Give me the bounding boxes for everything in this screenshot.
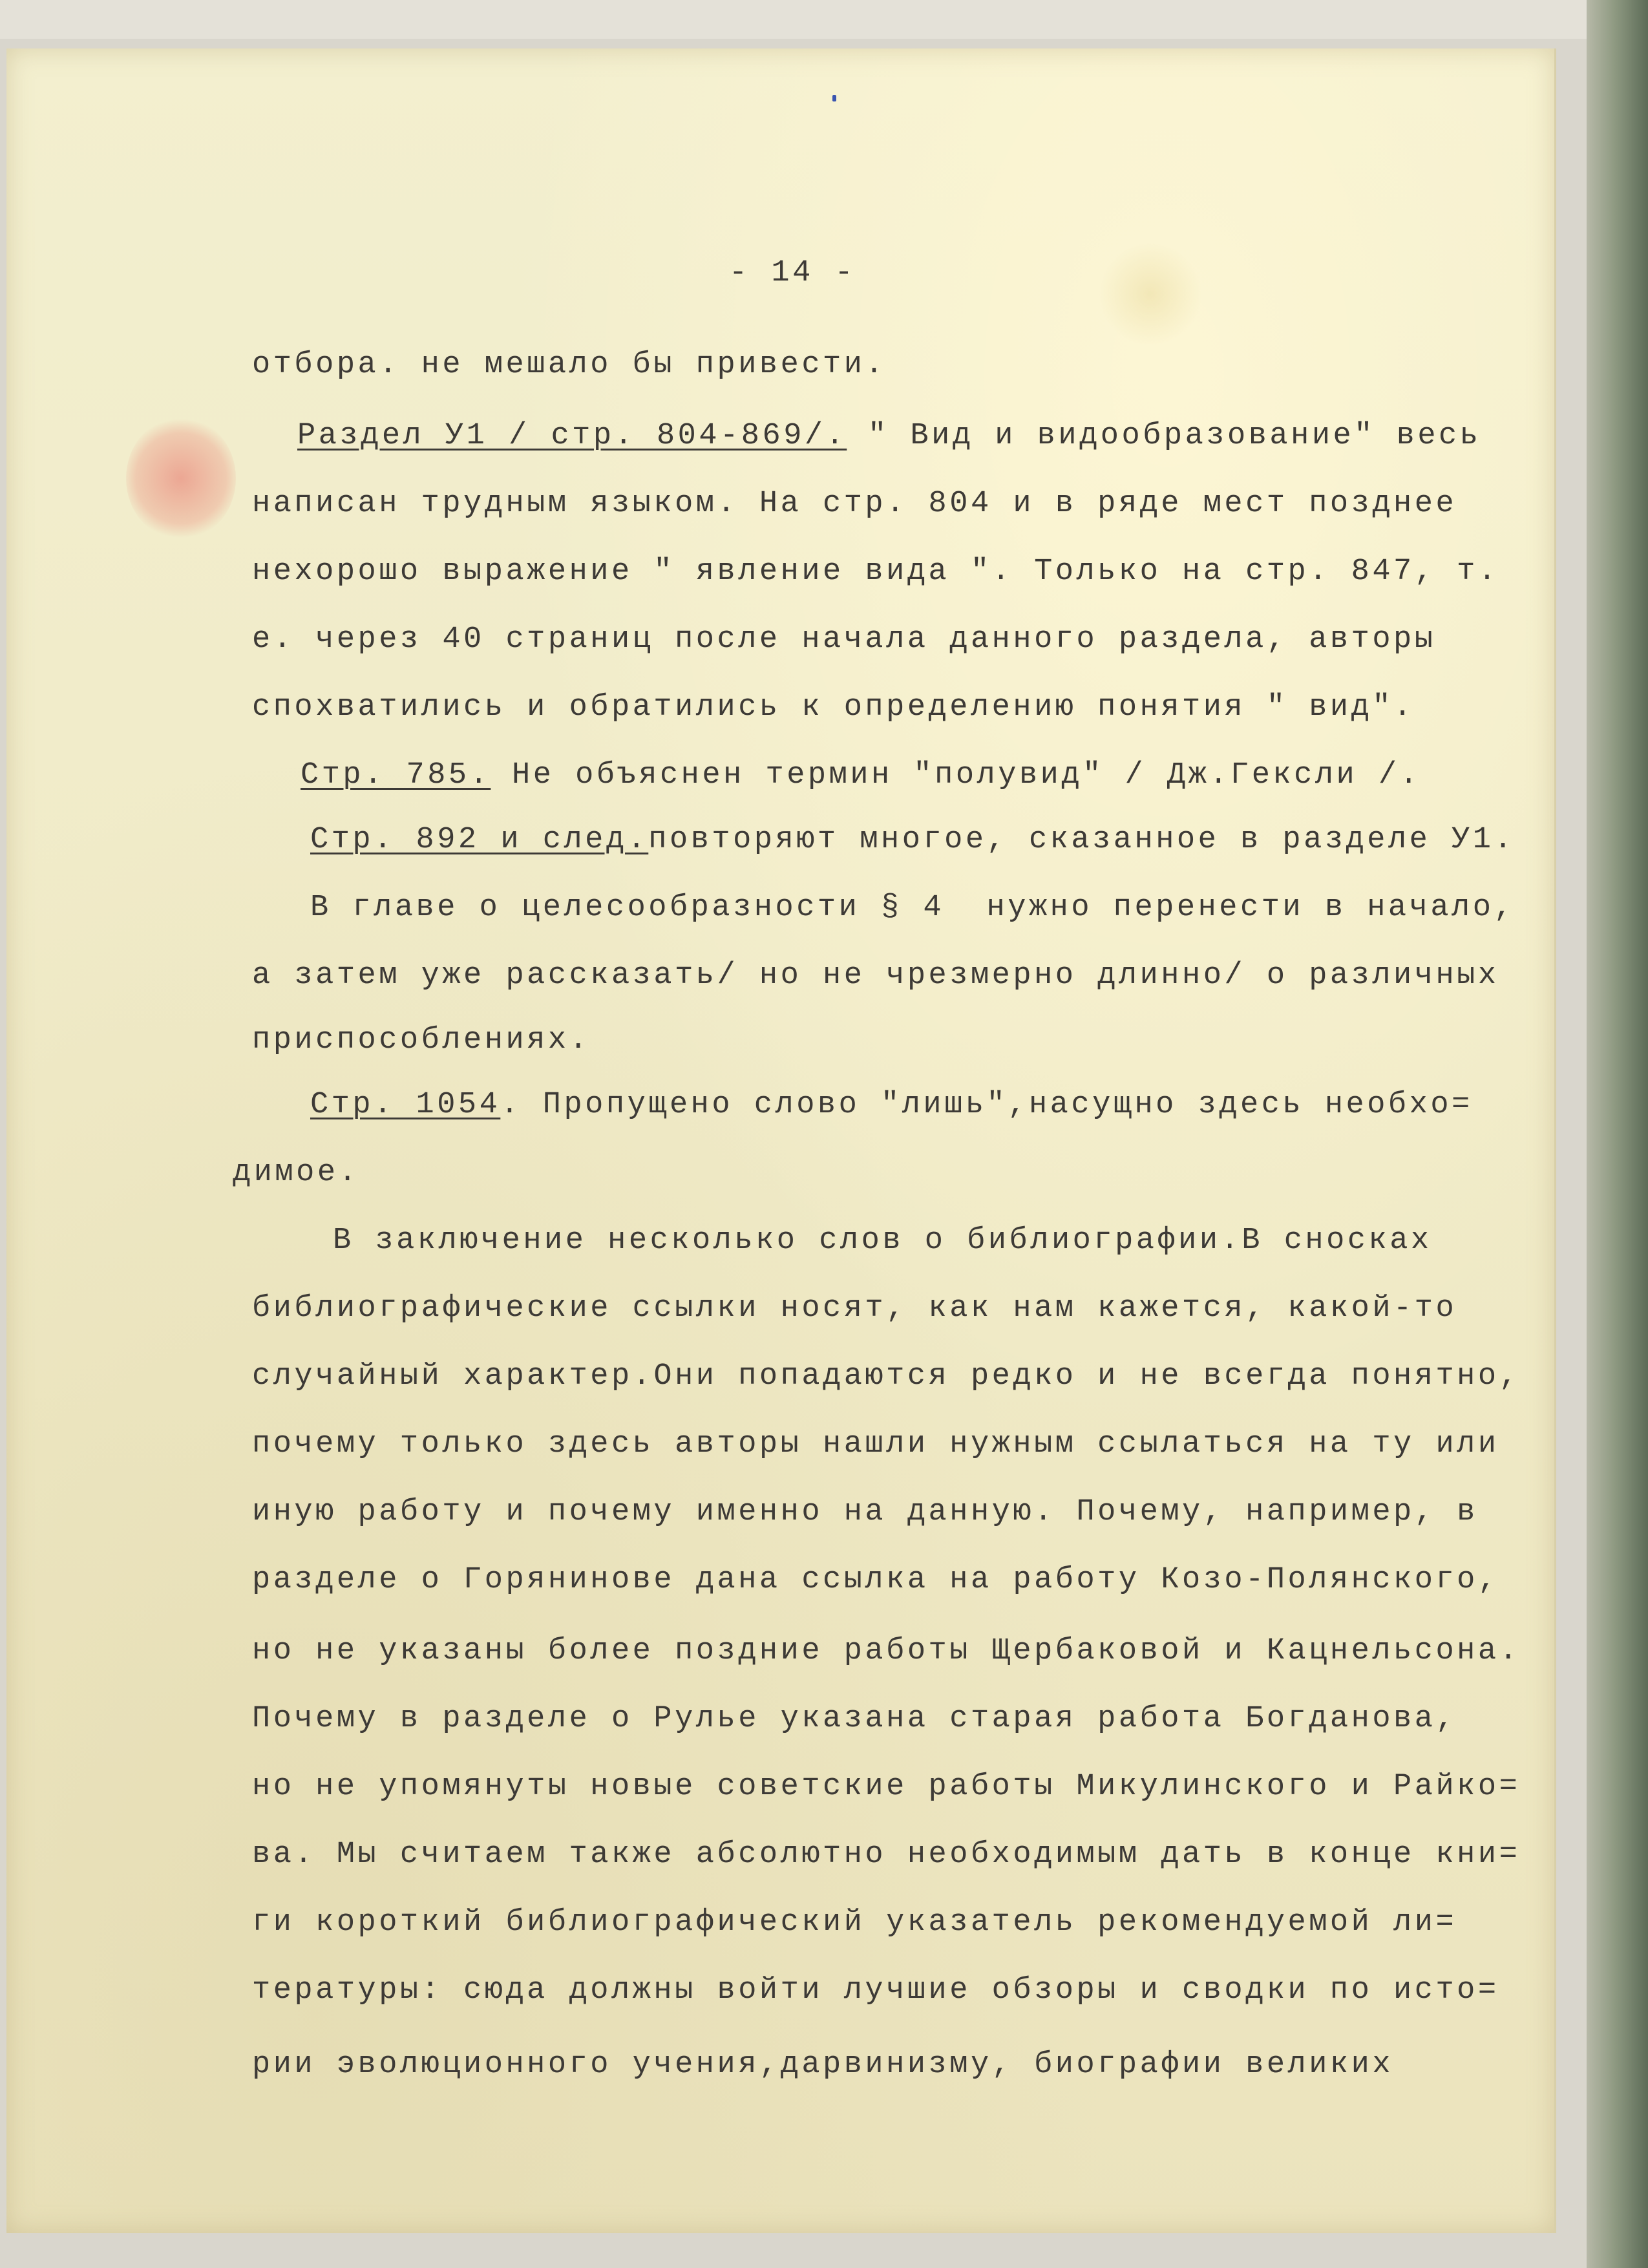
- text-line: иную работу и почему именно на данную. Почему, например, в: [252, 1495, 1478, 1529]
- text-line: В заключение несколько слов о библиографии.В сносках: [333, 1224, 1432, 1258]
- text-line: нехорошо выражение " явление вида ". Только на стр. 847, т.: [252, 555, 1499, 589]
- text-line: ги короткий библиографический указатель рекомендуемой ли=: [252, 1905, 1457, 1940]
- text-line: Раздел У1 / стр. 804-869/. " Вид и видообразование" весь: [297, 419, 1481, 453]
- scan-background-edge: [1587, 0, 1648, 2268]
- text-line: Стр. 785. Не объяснен термин "полувид" / Дж.Гексли /.: [301, 758, 1421, 792]
- text-line: почему только здесь авторы нашли нужным ссылаться на ту или: [252, 1427, 1499, 1461]
- red-stain: [126, 417, 236, 540]
- text-line: ва. Мы считаем также абсолютно необходимым дать в конце кни=: [252, 1838, 1521, 1872]
- text-line: разделе о Горянинове дана ссылка на работу Козо-Полянского,: [252, 1563, 1499, 1597]
- text-line: но не упомянуты новые советские работы Микулинского и Райко=: [252, 1770, 1521, 1804]
- text-line: спохватились и обратились к определению понятия " вид".: [252, 690, 1415, 725]
- text-line: библиографические ссылки носят, как нам кажется, какой-то: [252, 1291, 1457, 1326]
- scan-background-top: [0, 0, 1648, 39]
- paper-stain: [1099, 242, 1202, 346]
- text-line: Стр. 1054. Пропущено слово "лишь",насущно здесь необхо=: [310, 1088, 1473, 1122]
- underlined-reference: Стр. 892 и след.: [310, 823, 649, 857]
- underlined-reference: Стр. 1054: [310, 1088, 501, 1122]
- text-line: димое.: [233, 1156, 360, 1190]
- text-line: но не указаны более поздние работы Щербаковой и Кацнельсона.: [252, 1634, 1521, 1668]
- text-line: а затем уже рассказать/ но не чрезмерно длинно/ о различных: [252, 959, 1499, 993]
- text-line: Стр. 892 и след.повторяют многое, сказанное в разделе У1.: [310, 823, 1516, 857]
- text-line: случайный характер.Они попадаются редко и не всегда понятно,: [252, 1359, 1521, 1394]
- underlined-reference: Раздел У1 / стр. 804-869/.: [297, 419, 847, 453]
- text-line: е. через 40 страниц после начала данного раздела, авторы: [252, 622, 1436, 657]
- page-number: - 14 -: [729, 256, 856, 290]
- text-line: Почему в разделе о Рулье указана старая работа Богданова,: [252, 1702, 1457, 1736]
- text-line: В главе о целесообразности § 4 нужно перенести в начало,: [310, 891, 1516, 925]
- text-line: приспособлениях.: [252, 1023, 591, 1057]
- text-line: тературы: сюда должны войти лучшие обзоры и сводки по исто=: [252, 1973, 1499, 2008]
- text-line: написан трудным языком. На стр. 804 и в ряде мест позднее: [252, 487, 1457, 521]
- ink-dot: [832, 95, 836, 101]
- text-line: рии эволюционного учения,дарвинизму, биографии великих: [252, 2048, 1394, 2082]
- document-page: [6, 48, 1556, 2233]
- underlined-reference: Стр. 785.: [301, 758, 491, 792]
- text-line: отбора. не мешало бы привести.: [252, 348, 887, 382]
